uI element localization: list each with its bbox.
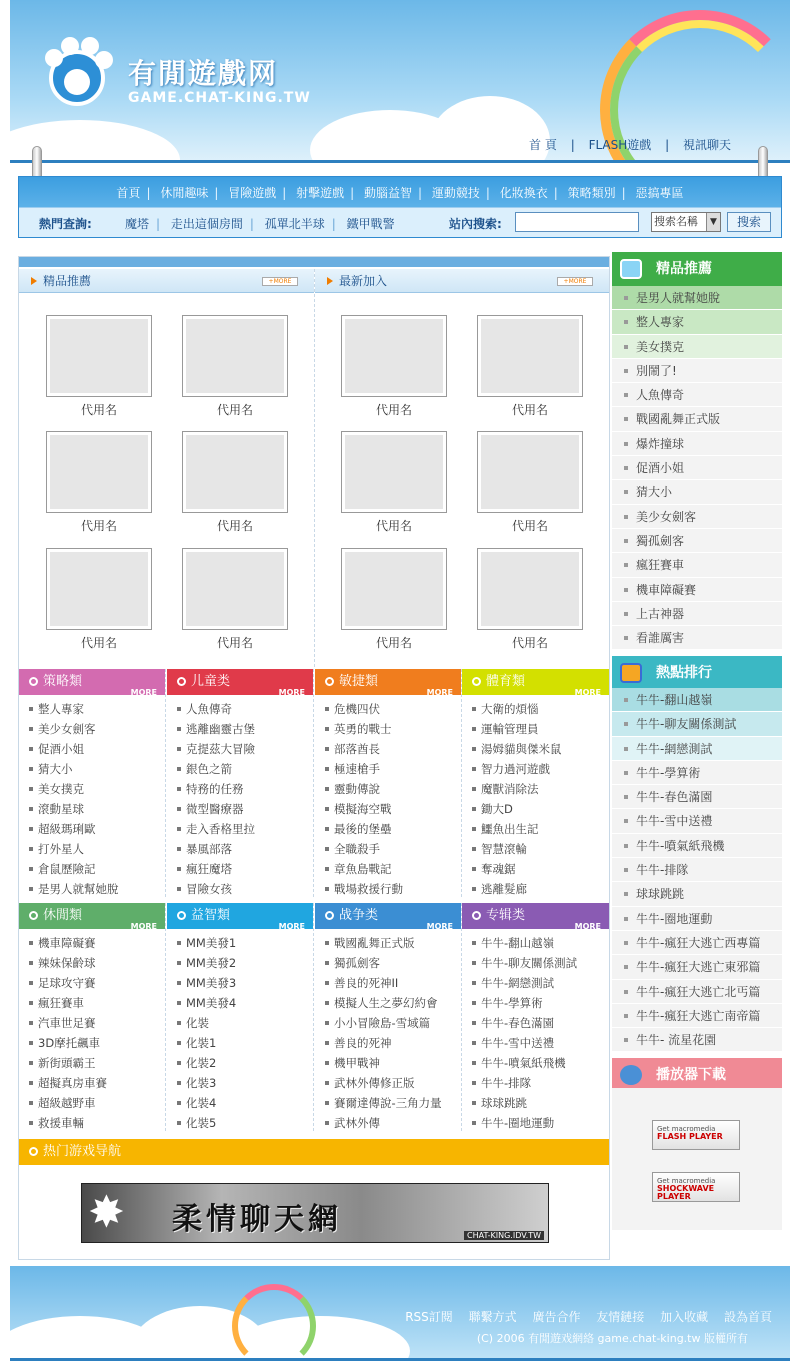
main-content: [18, 256, 610, 1260]
list-item[interactable]: 最後的堡壘: [325, 819, 403, 839]
game-thumbnail[interactable]: [477, 431, 583, 513]
list-item[interactable]: 人魚傳奇: [612, 383, 782, 407]
list-item[interactable]: 牛牛-瘋狂大逃亡北丐篇: [612, 980, 782, 1004]
banner-url: CHAT-KING.IDV.TW: [464, 1231, 544, 1240]
category-header: [19, 669, 165, 695]
top-links: [524, 136, 736, 153]
nav-item-funny[interactable]: 惡搞專區: [635, 186, 684, 200]
list-item[interactable]: 爆炸撞球: [612, 432, 782, 456]
nav-item-dressup[interactable]: 化妝換衣: [499, 186, 548, 200]
chart-icon: [620, 663, 642, 683]
top-stripe: [19, 257, 609, 267]
list-item[interactable]: 智力過河遊戲: [472, 759, 562, 779]
hot-link[interactable]: 鐵甲戰警: [346, 217, 395, 231]
list-item[interactable]: 牛牛-網戀測試: [612, 737, 782, 761]
list-item[interactable]: 牛牛-網戀測試: [472, 973, 577, 993]
list-item[interactable]: 整人專家: [29, 699, 119, 719]
list-item[interactable]: 小小冒險島-雪域篇: [325, 1013, 442, 1033]
site-search-label: 站內搜索:: [449, 217, 502, 231]
game-thumbnail[interactable]: [182, 315, 288, 397]
list-item[interactable]: 靈動傳說: [325, 779, 403, 799]
list-item[interactable]: 鋤大D: [472, 799, 562, 819]
flash-player-button[interactable]: [652, 1120, 740, 1150]
category-title: 敏捷類: [339, 674, 379, 689]
game-name[interactable]: 代用名: [375, 519, 412, 533]
category-header: [315, 669, 461, 695]
circle-icon: [29, 1147, 38, 1156]
list-item[interactable]: 滾動星球: [29, 799, 119, 819]
category-block: [315, 903, 462, 1131]
list-item[interactable]: 機車障礙賽: [612, 578, 782, 602]
category-block: [19, 669, 166, 897]
list-item[interactable]: 辣妹保齡球: [29, 953, 107, 973]
category-more-link[interactable]: MORE: [130, 922, 157, 931]
nav-menu: 首頁 | 休閒趣味 | 冒險遊戲 | 射擊遊戲 | 動腦益智 | 運動競技 | 化妝換衣 | 策略類別 | 惡搞專區: [116, 186, 684, 200]
category-list: [29, 699, 119, 899]
category-header: [167, 669, 313, 695]
category-list: [472, 933, 577, 1133]
rainbow: [232, 1284, 316, 1360]
category-title: 休閒類: [43, 908, 83, 923]
column-divider: [314, 269, 315, 667]
category-header: [19, 903, 165, 929]
featured-more-button[interactable]: +MORE: [262, 277, 298, 286]
site-subtitle: GAME.CHAT-KING.TW: [128, 90, 311, 106]
top-link-flash[interactable]: FLASH遊戲: [588, 138, 652, 152]
monitor-icon: [620, 259, 642, 279]
list-item[interactable]: 牛牛-聊友關係測試: [472, 953, 577, 973]
list-item[interactable]: 別鬧了!: [612, 359, 782, 383]
list-item[interactable]: 逃離髮廊: [472, 879, 562, 899]
separator: |: [570, 138, 575, 152]
list-item[interactable]: 走入香格里拉: [177, 819, 255, 839]
category-title: 策略類: [43, 674, 83, 689]
list-item[interactable]: 模擬人生之夢幻約會: [325, 993, 442, 1013]
list-item[interactable]: 化裝5: [177, 1113, 236, 1133]
list-item[interactable]: 是男人就幫她脫: [612, 286, 782, 310]
list-item[interactable]: 牛牛-瘋狂大逃亡西專篇: [612, 931, 782, 955]
game-name[interactable]: 代用名: [511, 636, 548, 650]
nav-item-sports[interactable]: 運動競技: [431, 186, 480, 200]
category-title: 战争类: [339, 908, 379, 923]
list-item[interactable]: 促酒小姐: [612, 456, 782, 480]
footer-link-ads[interactable]: 廣告合作: [532, 1310, 581, 1324]
category-list: [325, 933, 442, 1133]
list-item[interactable]: 汽車世足賽: [29, 1013, 107, 1033]
game-name[interactable]: 代用名: [216, 636, 253, 650]
top-link-home[interactable]: 首 頁: [529, 138, 557, 152]
list-item[interactable]: 牛牛-圈地運動: [472, 1113, 577, 1133]
footer-link-rss[interactable]: RSS訂閱: [405, 1310, 453, 1324]
list-item[interactable]: 整人專家: [612, 310, 782, 334]
list-item[interactable]: 牛牛-噴氣紙飛機: [472, 1053, 577, 1073]
flash-player-top: Get macromedia: [657, 1125, 716, 1133]
list-item[interactable]: 牛牛-排隊: [472, 1073, 577, 1093]
circle-icon: [472, 911, 481, 920]
list-item[interactable]: 牛牛-翻山越嶺: [612, 688, 782, 712]
search-input[interactable]: [515, 212, 639, 232]
separator: |: [665, 138, 670, 152]
footer-divider: [10, 1358, 790, 1361]
hot-search-links: 魔塔 | 走出這個房間 | 孤單北半球 | 鐵甲戰警: [125, 217, 395, 231]
list-item[interactable]: 人魚傳奇: [177, 699, 255, 719]
category-header: [462, 669, 609, 695]
list-item[interactable]: 牛牛-噴氣紙飛機: [612, 834, 782, 858]
list-item[interactable]: 鱷魚出生記: [472, 819, 562, 839]
hot-nav-header: [19, 1139, 609, 1165]
latest-header: [315, 269, 609, 293]
circle-icon: [325, 911, 334, 920]
list-item[interactable]: MM美發1: [177, 933, 236, 953]
list-item[interactable]: 牛牛- 流星花園: [612, 1028, 782, 1052]
circle-icon: [177, 911, 186, 920]
game-name[interactable]: 代用名: [80, 519, 117, 533]
hot-link[interactable]: 孤單北半球: [264, 217, 325, 231]
list-item[interactable]: 牛牛-雪中送禮: [612, 809, 782, 833]
list-item[interactable]: 全職殺手: [325, 839, 403, 859]
list-item[interactable]: 超擬真房車賽: [29, 1073, 107, 1093]
list-item[interactable]: 超級瑪琍歐: [29, 819, 119, 839]
list-item[interactable]: 是男人就幫她脫: [29, 879, 119, 899]
search-button[interactable]: 搜索: [727, 212, 771, 232]
nav-item-puzzle[interactable]: 動腦益智: [363, 186, 412, 200]
list-item[interactable]: 微型醫療器: [177, 799, 255, 819]
list-item[interactable]: 戰場救援行動: [325, 879, 403, 899]
list-item[interactable]: MM美發3: [177, 973, 236, 993]
footer-link-friends[interactable]: 友情鏈接: [596, 1310, 645, 1324]
list-item[interactable]: 化裝1: [177, 1033, 236, 1053]
list-item[interactable]: 上古神器: [612, 602, 782, 626]
list-item[interactable]: 善良的死神: [325, 1033, 442, 1053]
category-title: 儿童类: [191, 674, 231, 689]
circle-icon: [325, 677, 334, 686]
footer-link-bookmark[interactable]: 加入收藏: [660, 1310, 709, 1324]
copyright: (C) 2006 有閒遊戏網絡 game.chat-king.tw 版權所有: [476, 1332, 748, 1345]
list-item[interactable]: 牛牛-春色滿園: [612, 785, 782, 809]
category-title: 专辑类: [486, 908, 526, 923]
list-item[interactable]: 獨孤劍客: [612, 529, 782, 553]
hot-search-label: 熱門查詢:: [39, 217, 92, 231]
chat-banner[interactable]: [81, 1183, 549, 1243]
category-block: [19, 903, 166, 1131]
list-item[interactable]: 戰國亂舞正式版: [325, 933, 442, 953]
list-item[interactable]: 新街頭霸王: [29, 1053, 107, 1073]
game-name[interactable]: 代用名: [375, 636, 412, 650]
list-item[interactable]: 特務的任務: [177, 779, 255, 799]
list-item[interactable]: 武林外傳: [325, 1113, 442, 1133]
list-item[interactable]: 美少女劍客: [29, 719, 119, 739]
game-thumbnail[interactable]: [182, 431, 288, 513]
category-more-link[interactable]: MORE: [130, 688, 157, 697]
list-item[interactable]: 戰國亂舞正式版: [612, 407, 782, 431]
list-item[interactable]: 銀色之箭: [177, 759, 255, 779]
game-name[interactable]: 代用名: [216, 403, 253, 417]
nav-item-shooting[interactable]: 射擊遊戲: [296, 186, 345, 200]
side-featured-title: 精品推薦: [656, 261, 712, 277]
category-more-link[interactable]: MORE: [278, 688, 305, 697]
list-item[interactable]: 看誰厲害: [612, 626, 782, 650]
category-list: [29, 933, 107, 1133]
list-item[interactable]: 機車障礙賽: [29, 933, 107, 953]
list-item[interactable]: 暴風部落: [177, 839, 255, 859]
list-item[interactable]: 化裝4: [177, 1093, 236, 1113]
game-thumbnail[interactable]: [341, 431, 447, 513]
top-link-video-chat[interactable]: 視訊聊天: [682, 138, 731, 152]
banner-title: 柔情聊天網: [172, 1202, 342, 1237]
list-item[interactable]: 促酒小姐: [29, 739, 119, 759]
category-block: [462, 669, 609, 897]
category-more-link[interactable]: MORE: [574, 688, 601, 697]
list-item[interactable]: 化裝2: [177, 1053, 236, 1073]
list-item[interactable]: 獨孤劍客: [325, 953, 442, 973]
nav-item-home[interactable]: 首頁: [116, 186, 141, 200]
list-item[interactable]: 奪魂鋸: [472, 859, 562, 879]
game-thumbnail[interactable]: [182, 548, 288, 630]
list-item[interactable]: 模擬海空戰: [325, 799, 403, 819]
list-item[interactable]: 牛牛-雪中送禮: [472, 1033, 577, 1053]
shockwave-player-label: SHOCKWAVE PLAYER: [657, 1184, 715, 1201]
category-header: [462, 903, 609, 929]
side-rank-header: [612, 656, 782, 690]
featured-title: 精品推薦: [43, 274, 92, 288]
featured-header: [19, 269, 314, 293]
list-item[interactable]: 化裝3: [177, 1073, 236, 1093]
side-featured-list: [612, 286, 782, 650]
side-rank-list: [612, 688, 782, 1052]
game-thumbnail[interactable]: [477, 315, 583, 397]
list-item[interactable]: 倉鼠歷險記: [29, 859, 119, 879]
list-item[interactable]: 球球跳跳: [472, 1093, 577, 1113]
list-item[interactable]: 善良的死神II: [325, 973, 442, 993]
game-name[interactable]: 代用名: [80, 403, 117, 417]
list-item[interactable]: 化裝: [177, 1013, 236, 1033]
latest-more-button[interactable]: +MORE: [557, 277, 593, 286]
list-item[interactable]: MM美發4: [177, 993, 236, 1013]
game-name[interactable]: 代用名: [216, 519, 253, 533]
category-list: [177, 699, 255, 899]
list-item[interactable]: 牛牛-翻山越嶺: [472, 933, 577, 953]
list-item[interactable]: 牛牛-春色滿園: [472, 1013, 577, 1033]
side-player-header: [612, 1058, 782, 1092]
arrow-icon: [31, 277, 37, 285]
category-more-link[interactable]: MORE: [278, 922, 305, 931]
site-footer: [10, 1266, 790, 1360]
list-item[interactable]: 牛牛-瘋狂大逃亡南帝篇: [612, 1004, 782, 1028]
game-thumbnail[interactable]: [341, 315, 447, 397]
list-item[interactable]: 賽爾達傳說-三角力量: [325, 1093, 442, 1113]
category-block: [462, 903, 609, 1131]
list-item[interactable]: MM美發2: [177, 953, 236, 973]
list-item[interactable]: 章魚島戰記: [325, 859, 403, 879]
list-item[interactable]: 部落酋長: [325, 739, 403, 759]
chevron-down-icon[interactable]: ▼: [706, 213, 720, 231]
list-item[interactable]: 冒險女孩: [177, 879, 255, 899]
list-item[interactable]: 球球跳跳: [612, 882, 782, 906]
list-item[interactable]: 美女撲克: [612, 335, 782, 359]
header-divider: [10, 160, 790, 163]
list-item[interactable]: 克提茲大冒險: [177, 739, 255, 759]
list-item[interactable]: 瘋狂魔塔: [177, 859, 255, 879]
category-more-link[interactable]: MORE: [426, 688, 453, 697]
nav-item-adventure[interactable]: 冒險遊戲: [228, 186, 277, 200]
game-thumbnail[interactable]: [46, 431, 152, 513]
main-nav: [18, 176, 782, 238]
category-list: [325, 699, 403, 899]
circle-icon: [472, 677, 481, 686]
circle-icon: [177, 677, 186, 686]
category-list: [177, 933, 236, 1133]
list-item[interactable]: 瘋狂賽車: [29, 993, 107, 1013]
game-thumbnail[interactable]: [46, 548, 152, 630]
nav-item-strategy[interactable]: 策略類別: [567, 186, 616, 200]
side-rank-title: 熱點排行: [656, 665, 712, 681]
list-item[interactable]: 極速槍手: [325, 759, 403, 779]
circle-icon: [29, 911, 38, 920]
search-type-value: 搜索名稱: [654, 215, 698, 228]
category-more-link[interactable]: MORE: [574, 922, 601, 931]
shockwave-player-top: Get macromedia: [657, 1177, 716, 1185]
list-item[interactable]: 足球攻守賽: [29, 973, 107, 993]
paw-logo-icon[interactable]: [32, 30, 122, 110]
circle-icon: [29, 677, 38, 686]
list-item[interactable]: 智慧滾輪: [472, 839, 562, 859]
search-type-select[interactable]: [651, 212, 721, 232]
player-icon: [620, 1065, 642, 1085]
list-item[interactable]: 運輸管理員: [472, 719, 562, 739]
category-header: [315, 903, 461, 929]
footer-link-homepage[interactable]: 設為首頁: [723, 1310, 772, 1324]
list-item[interactable]: 打外星人: [29, 839, 119, 859]
list-item[interactable]: 牛牛-圈地運動: [612, 907, 782, 931]
list-item[interactable]: 機甲戰神: [325, 1053, 442, 1073]
list-item[interactable]: 猜大小: [29, 759, 119, 779]
game-name[interactable]: 代用名: [511, 519, 548, 533]
game-thumbnail[interactable]: [477, 548, 583, 630]
list-item[interactable]: 逃離幽靈古堡: [177, 719, 255, 739]
arrow-icon: [327, 277, 333, 285]
category-list: [472, 699, 562, 899]
nav-item-casual[interactable]: 休閒趣味: [160, 186, 209, 200]
hot-link[interactable]: 魔塔: [125, 217, 150, 231]
site-header: [10, 0, 790, 162]
list-item[interactable]: 湯姆貓與傑米鼠: [472, 739, 562, 759]
list-item[interactable]: 牛牛-聊友關係測試: [612, 712, 782, 736]
game-thumbnail[interactable]: [46, 315, 152, 397]
game-name[interactable]: 代用名: [80, 636, 117, 650]
category-title: 體育類: [486, 674, 526, 689]
footer-links: [393, 1308, 772, 1325]
list-item[interactable]: 武林外傳修正版: [325, 1073, 442, 1093]
list-item[interactable]: 救援車輛: [29, 1113, 107, 1133]
flash-player-label: FLASH PLAYER: [657, 1132, 723, 1141]
game-name[interactable]: 代用名: [375, 403, 412, 417]
category-more-link[interactable]: MORE: [426, 922, 453, 931]
category-block: [167, 903, 314, 1131]
list-item[interactable]: 美少女劍客: [612, 505, 782, 529]
footer-link-contact[interactable]: 聯繫方式: [468, 1310, 517, 1324]
side-player-title: 播放器下載: [656, 1067, 726, 1083]
list-item[interactable]: 英勇的戰士: [325, 719, 403, 739]
site-title[interactable]: 有閒遊戲网: [128, 57, 279, 90]
list-item[interactable]: 危機四伏: [325, 699, 403, 719]
latest-title: 最新加入: [339, 274, 388, 288]
list-item[interactable]: 牛牛-學算術: [612, 761, 782, 785]
search-bar: [19, 207, 781, 237]
list-item[interactable]: 猜大小: [612, 480, 782, 504]
star-icon: ✸: [88, 1187, 125, 1238]
player-download-box: [612, 1088, 782, 1230]
game-name[interactable]: 代用名: [511, 403, 548, 417]
list-item[interactable]: 牛牛-排隊: [612, 858, 782, 882]
category-title: 益智類: [191, 908, 231, 923]
side-featured-header: [612, 252, 782, 286]
list-item[interactable]: 超級越野車: [29, 1093, 107, 1113]
hot-link[interactable]: 走出這個房間: [170, 217, 243, 231]
list-item[interactable]: 魔獸消除法: [472, 779, 562, 799]
list-item[interactable]: 牛牛-瘋狂大逃亡東邪篇: [612, 955, 782, 979]
hot-nav-title: 热门游戏导航: [43, 1144, 122, 1159]
category-block: [167, 669, 314, 897]
category-header: [167, 903, 313, 929]
game-thumbnail[interactable]: [341, 548, 447, 630]
shockwave-player-button[interactable]: [652, 1172, 740, 1202]
list-item[interactable]: 3D摩托飆車: [29, 1033, 107, 1053]
list-item[interactable]: 美女撲克: [29, 779, 119, 799]
list-item[interactable]: 牛牛-學算術: [472, 993, 577, 1013]
list-item[interactable]: 大衛的煩惱: [472, 699, 562, 719]
list-item[interactable]: 瘋狂賽車: [612, 553, 782, 577]
category-block: [315, 669, 462, 897]
